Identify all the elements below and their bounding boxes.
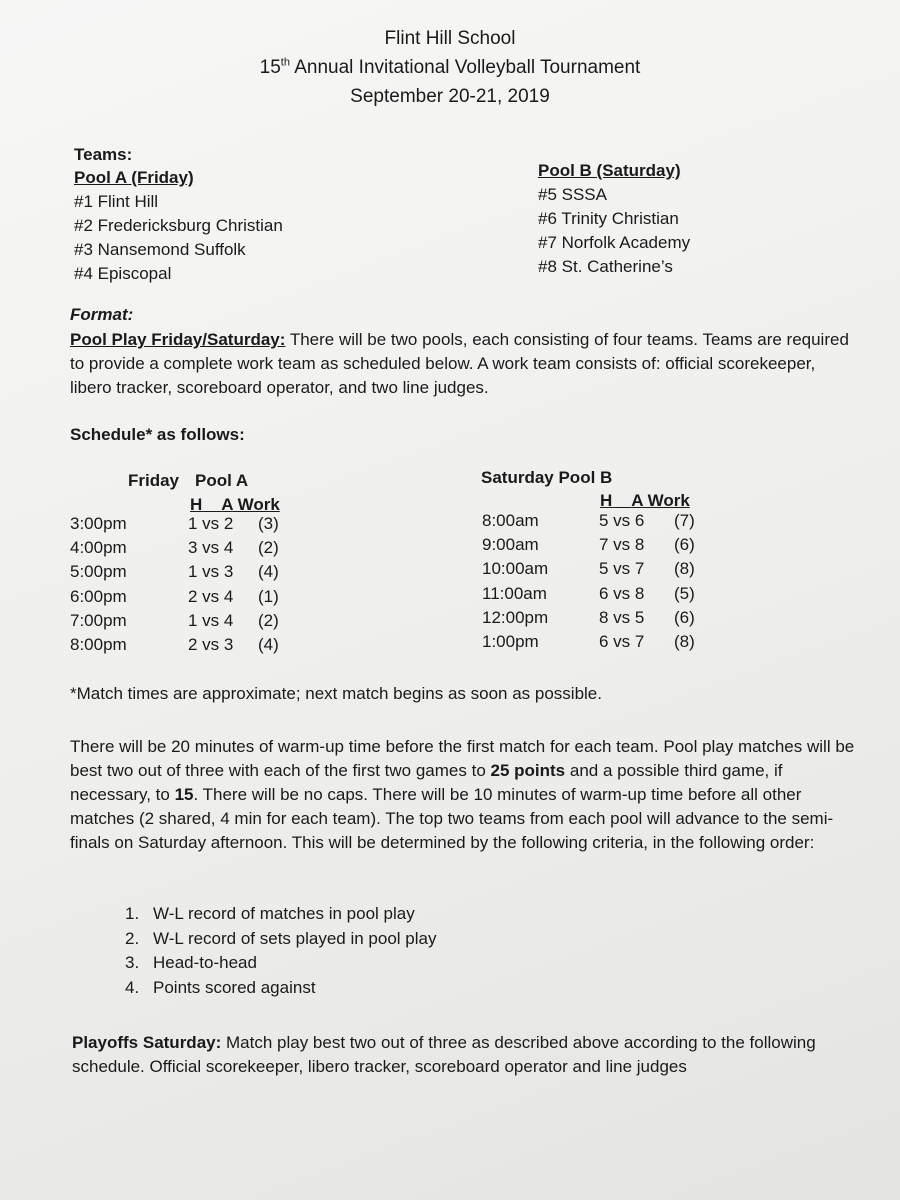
row-time: 8:00pm [70, 635, 127, 654]
criteria-text: Points scored against [153, 977, 316, 997]
friday-pool: Pool A [195, 471, 249, 490]
playoffs-text: Match play best two out of three as described above according to the following schedule. Official scorekeeper, libero tracker, scoreboard operator and line judges [72, 1033, 816, 1076]
criteria-number: 1. [125, 904, 140, 923]
row-match: 6 vs 7 [599, 632, 645, 651]
criteria-item [125, 953, 545, 977]
row-match: 6 vs 8 [599, 583, 645, 603]
schedule-row [70, 514, 390, 538]
row-time: 3:00pm [70, 514, 127, 533]
criteria-number: 4. [125, 977, 140, 997]
saturday-col-headers [600, 491, 690, 511]
playoffs-paragraph [72, 1031, 862, 1079]
row-work: (5) [674, 583, 695, 603]
schedule-row [70, 538, 390, 562]
criteria-number: 2. [125, 928, 140, 948]
row-match: 3 vs 4 [188, 538, 234, 558]
pool-play-label: Pool Play Friday/Saturday: [70, 330, 286, 349]
row-match: 5 vs 7 [599, 559, 645, 579]
row-work: (8) [674, 632, 695, 651]
row-work: (3) [258, 514, 279, 533]
rules-part-1: There will be 20 minutes of warm-up time before the first match for each team. Pool play matches will be best two out of three with each of the first two games to [70, 737, 855, 780]
schedule-row [482, 535, 802, 559]
pool-b-team: #5 SSSA [538, 185, 607, 204]
format-paragraph [70, 328, 850, 400]
criteria-item [125, 929, 545, 953]
schedule-row [70, 587, 390, 611]
criteria-text: W-L record of sets played in pool play [153, 928, 437, 948]
rules-paragraph [70, 735, 855, 855]
row-time: 9:00am [482, 535, 539, 555]
pool-b-team: #6 Trinity Christian [538, 209, 679, 228]
schedule-row [70, 611, 390, 635]
schedule-footnote: *Match times are approximate; next match begins as soon as possible. [70, 684, 602, 703]
col-a: A [221, 495, 233, 514]
tournament-title [0, 57, 900, 79]
row-time: 11:00am [482, 583, 547, 603]
row-work: (6) [674, 535, 695, 555]
schedule-row [482, 584, 802, 608]
row-time: 8:00am [482, 511, 539, 530]
criteria-item [125, 904, 545, 928]
pool-a-team: #4 Episcopal [74, 264, 172, 283]
row-match: 2 vs 3 [188, 635, 234, 654]
title-text: Annual Invitational Volleyball Tournament [294, 57, 641, 78]
friday-day: Friday [128, 471, 180, 490]
row-match: 7 vs 8 [599, 535, 645, 555]
criteria-text: W-L record of matches in pool play [153, 904, 415, 923]
schedule-row [482, 608, 802, 632]
row-time: 10:00am [482, 559, 549, 579]
rules-fifteen: 15 [174, 785, 194, 804]
pool-a-team: #2 Fredericksburg Christian [74, 216, 283, 235]
title-ordinal: 15 [259, 57, 281, 78]
pool-b-team: #7 Norfolk Academy [538, 233, 691, 252]
schedule-label: Schedule* as follows: [70, 425, 245, 444]
col-h: H [190, 495, 203, 514]
row-time: 12:00pm [482, 607, 549, 627]
row-time: 4:00pm [70, 538, 127, 558]
format-label: Format: [70, 305, 134, 324]
row-match: 5 vs 6 [599, 511, 645, 530]
rules-points: 25 points [490, 761, 566, 780]
schedule-row [482, 511, 802, 535]
teams-label: Teams: [74, 145, 133, 164]
row-work: (4) [258, 562, 279, 582]
pool-a-team: #3 Nansemond Suffolk [74, 240, 246, 259]
school-name: Flint Hill School [384, 28, 516, 49]
rules-part-3: . There will be no caps. There will be 10 minutes of warm-up time before all other matches (2 shared, 4 min for each team). The top two teams from each pool will advance to the semi-finals on Saturday afternoon. This will be determined by the following criteria, in the following order: [70, 785, 834, 852]
pool-b-team: #8 St. Catherine’s [538, 257, 673, 276]
row-match: 1 vs 3 [188, 562, 234, 582]
schedule-row [482, 632, 802, 656]
col-work: Work [237, 495, 280, 514]
col-h: H [600, 491, 613, 510]
schedule-row [482, 559, 802, 583]
criteria-number: 3. [125, 953, 140, 972]
row-time: 5:00pm [70, 562, 127, 582]
criteria-item [125, 978, 545, 1002]
friday-col-headers [190, 495, 280, 515]
playoffs-label: Playoffs Saturday: [72, 1033, 222, 1052]
row-time: 6:00pm [70, 586, 127, 606]
row-match: 2 vs 4 [188, 586, 234, 606]
saturday-title: Saturday Pool B [481, 468, 613, 487]
row-work: (1) [258, 586, 279, 606]
row-work: (2) [258, 610, 279, 630]
row-work: (2) [258, 538, 279, 558]
pool-b-title: Pool B (Saturday) [538, 161, 681, 180]
row-work: (8) [674, 559, 695, 579]
row-match: 1 vs 4 [188, 610, 234, 630]
pool-play-text: There will be two pools, each consisting of four teams. Teams are required to provide a complete work team as scheduled below. A work team consists of: official scorekeeper, libero tracker, scoreboard operator, and two line judges. [70, 330, 849, 397]
row-time: 1:00pm [482, 632, 539, 651]
row-work: (4) [258, 635, 279, 654]
schedule-row [70, 562, 390, 586]
tournament-dates: September 20-21, 2019 [350, 86, 550, 107]
row-work: (7) [674, 511, 695, 530]
pool-a-team: #1 Flint Hill [74, 192, 159, 211]
pool-a-title: Pool A (Friday) [74, 168, 194, 187]
schedule-row [70, 635, 390, 659]
col-a: A [631, 491, 643, 510]
title-ordinal-suffix: th [280, 56, 290, 69]
row-work: (6) [674, 607, 695, 627]
row-match: 1 vs 2 [188, 514, 234, 533]
row-match: 8 vs 5 [599, 607, 645, 627]
rules-part-2: and a possible third game, if necessary, to [70, 761, 783, 804]
row-time: 7:00pm [70, 610, 127, 630]
col-work: Work [647, 491, 690, 510]
criteria-text: Head-to-head [153, 953, 257, 972]
